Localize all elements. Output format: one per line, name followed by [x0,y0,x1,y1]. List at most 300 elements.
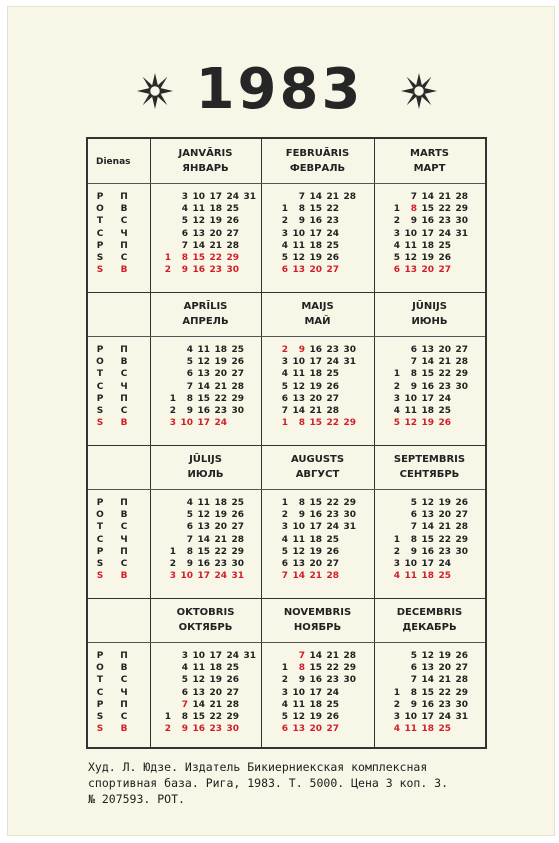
day-cell: 14 [292,571,305,582]
weekday-label-lv: P [96,498,104,508]
day-cell: 7 [186,534,193,545]
day-cell: 25 [326,240,339,251]
day-cell: 14 [197,534,210,545]
day-cell: 5 [281,546,288,557]
month-name-ru: АВГУСТ [295,469,340,480]
day-cell: 8 [298,498,305,508]
day-cell: 22 [438,204,451,215]
day-cell [383,521,400,533]
day-cell: 14 [421,357,434,368]
day-cell: 18 [209,663,222,674]
day-cell: 12 [421,651,434,661]
day-cell [451,264,468,276]
day-cell: 7 [298,651,305,661]
publisher-footer: Худ. Л. Юдзе. Издатель Бикиерниекская комплексная спортивная база. Рига, 1983. Т. 5000. Цена 3 коп. З. № 207593. РОТ. [88,760,449,806]
weekday-label-ru: В [120,357,128,368]
month-name-ru: ФЕВРАЛЬ [289,163,346,174]
day-cell [383,497,400,509]
month-name-lv: SEPTEMBRIS [393,454,466,465]
day-cell: 26 [455,651,468,661]
day-cell: 7 [410,522,417,533]
month-name-ru: АПРЕЛЬ [182,316,229,327]
weekday-label-ru: С [120,559,128,569]
day-cell [383,191,400,203]
day-cell [159,509,176,521]
day-cell: 13 [421,510,434,521]
month-name-ru: ОКТЯБРЬ [178,622,233,633]
day-cell: 23 [209,265,222,276]
day-cell: 9 [410,381,417,392]
day-cell: 31 [343,357,356,368]
day-cell: 13 [421,663,434,674]
day-cell [159,497,176,509]
day-cell: 25 [326,534,339,545]
month-header [261,146,374,176]
day-cell: 6 [186,369,193,380]
day-cell: 10 [404,228,417,239]
weekday-label-lv: P [96,546,104,557]
day-cell: 13 [197,522,210,533]
day-cell: 16 [421,699,434,710]
day-cell: 5 [393,253,400,264]
day-cell: 6 [410,663,417,674]
day-cell: 10 [192,651,205,661]
day-cell: 7 [410,675,417,686]
day-cell: 18 [309,534,322,545]
day-cell: 25 [438,240,451,251]
day-cell: 24 [226,192,239,202]
header-divider [88,489,485,490]
day-cell: 18 [214,345,227,355]
day-cell: 2 [281,510,288,521]
days-header-label: Dienas [96,157,131,167]
day-cell [159,368,176,380]
day-cell: 10 [292,357,305,368]
day-cell: 10 [180,418,193,429]
day-cell: 21 [309,406,322,417]
weekday-label-lv: O [96,357,104,368]
day-cell [154,662,171,674]
day-cell: 7 [186,381,193,392]
day-cell: 29 [455,534,468,545]
weekday-label-ru: В [120,204,128,215]
day-cell [154,203,171,215]
weekday-label-ru: П [120,345,128,355]
day-cell: 31 [455,228,468,239]
day-cell: 29 [343,498,356,508]
day-cell: 6 [393,265,400,276]
day-cell: 29 [343,663,356,674]
day-cell [339,405,356,417]
day-cell: 12 [421,498,434,508]
day-cell [227,417,244,429]
day-cell: 29 [231,546,244,557]
month-header [150,146,261,176]
weekday-label-lv: P [96,240,104,251]
month-name-ru: МАЙ [304,316,331,327]
day-cell: 3 [281,522,288,533]
day-cell: 23 [326,345,339,355]
day-cell: 26 [231,357,244,368]
day-cell [383,674,400,686]
day-cell: 5 [410,651,417,661]
day-cell: 7 [298,192,305,202]
weekday-label-ru: С [120,216,128,227]
day-cell: 22 [326,204,339,215]
day-cell: 7 [410,357,417,368]
day-cell: 3 [281,687,288,698]
header-divider [88,642,485,643]
day-cell: 15 [421,687,434,698]
day-cell: 17 [421,559,434,570]
day-cell [451,417,468,429]
day-cell: 27 [226,228,239,239]
day-cell: 26 [326,546,339,557]
day-cell: 6 [186,522,193,533]
day-cell: 10 [292,522,305,533]
year-header [0,58,559,122]
day-cell: 20 [209,687,222,698]
weekday-label-lv: T [96,369,104,380]
day-cell: 15 [421,204,434,215]
day-cell: 8 [181,712,188,723]
day-cell: 31 [343,522,356,533]
day-cell: 22 [438,534,451,545]
day-cell: 11 [197,345,210,355]
day-cell: 12 [197,510,210,521]
day-cell: 21 [209,699,222,710]
day-cell: 28 [455,192,468,202]
day-cell: 5 [181,675,188,686]
header-divider [88,336,485,337]
month-header [374,605,485,635]
day-cell: 28 [343,651,356,661]
month-name-lv: NOVEMBRIS [283,607,352,618]
day-cell: 12 [292,546,305,557]
day-cell: 29 [231,393,244,404]
day-cell: 17 [421,712,434,723]
day-cell: 25 [326,699,339,710]
day-cell [239,252,256,264]
column-divider [374,139,375,747]
day-cell: 17 [209,192,222,202]
day-cell: 21 [438,675,451,686]
day-cell: 27 [455,345,468,355]
day-cell [383,509,400,521]
day-cell: 17 [209,651,222,661]
column-divider [150,139,151,747]
day-cell: 25 [438,406,451,417]
day-cell: 7 [181,699,188,710]
day-cell: 24 [438,712,451,723]
weekday-label-lv: T [96,216,104,227]
day-cell: 2 [393,699,400,710]
day-cell: 2 [164,265,171,276]
day-cell: 18 [309,369,322,380]
weekday-label-ru: П [120,498,128,508]
day-cell: 12 [292,253,305,264]
day-cell: 6 [281,265,288,276]
day-cell: 24 [326,687,339,698]
weekday-label-lv: S [96,724,104,735]
day-cell: 17 [421,228,434,239]
day-cell: 22 [326,663,339,674]
day-cell: 7 [281,571,288,582]
month-header [150,299,261,329]
day-cell: 9 [181,265,188,276]
day-cell: 26 [438,418,451,429]
day-cell [339,228,356,240]
day-cell: 6 [181,228,188,239]
day-cell: 21 [326,192,339,202]
day-cell: 24 [326,522,339,533]
day-cell: 9 [410,699,417,710]
day-cell: 28 [455,522,468,533]
day-cell: 30 [343,345,356,355]
weekday-label-ru: Ч [120,687,128,698]
day-cell [339,711,356,723]
day-cell [339,570,356,582]
day-cell: 17 [309,522,322,533]
day-cell: 14 [421,522,434,533]
month-name-lv: OKTOBRIS [176,607,235,618]
day-cell: 15 [309,418,322,429]
day-cell: 14 [197,381,210,392]
day-cell: 19 [209,675,222,686]
day-cell [339,381,356,393]
day-cell: 4 [181,663,188,674]
day-cell: 15 [421,369,434,380]
day-cell: 21 [438,192,451,202]
day-cell: 7 [181,240,188,251]
day-cell: 5 [281,712,288,723]
month-name-lv: AUGUSTS [290,454,345,465]
day-cell: 20 [309,265,322,276]
day-cell: 4 [393,724,400,735]
day-cell: 19 [438,651,451,661]
year-title: 1983 [195,57,364,122]
day-cell: 30 [343,675,356,686]
day-cell: 5 [410,498,417,508]
day-cell: 16 [309,675,322,686]
day-cell: 10 [292,687,305,698]
weekday-label-lv: O [96,663,104,674]
weekday-label-ru: П [120,240,128,251]
day-cell [339,393,356,405]
day-cell: 15 [421,534,434,545]
day-cell: 11 [292,369,305,380]
weekday-label-lv: P [96,699,104,710]
day-cell: 23 [209,724,222,735]
day-cell: 2 [393,546,400,557]
day-cell: 16 [421,216,434,227]
day-cell [451,240,468,252]
day-cell: 2 [281,675,288,686]
day-cell: 19 [421,418,434,429]
day-cell: 22 [326,498,339,508]
day-cell: 22 [326,418,339,429]
day-cell: 17 [309,687,322,698]
day-cell: 27 [326,559,339,570]
month-name-ru: ИЮНЬ [411,316,448,327]
day-cell [451,558,468,570]
day-cell: 6 [281,559,288,570]
weekday-label-ru: В [120,510,128,521]
day-cell: 30 [226,265,239,276]
weekday-label-lv: S [96,418,104,429]
day-cell [154,191,171,203]
day-cell: 31 [231,571,244,582]
quarter-divider [88,445,485,446]
day-cell: 20 [214,522,227,533]
day-cell: 20 [421,265,434,276]
day-cell: 30 [226,724,239,735]
calendar-grid [86,137,487,749]
day-cell [154,674,171,686]
day-cell: 29 [455,204,468,215]
day-cell: 15 [192,712,205,723]
day-cell: 8 [410,369,417,380]
day-cell: 28 [231,534,244,545]
day-cell: 19 [309,253,322,264]
day-cell: 25 [438,571,451,582]
day-cell [159,381,176,393]
day-cell: 14 [309,192,322,202]
day-cell: 19 [309,546,322,557]
weekday-label-ru: В [120,418,128,429]
day-cell: 3 [393,228,400,239]
weekday-label-ru: В [120,265,128,276]
day-cell: 11 [404,240,417,251]
day-cell [383,356,400,368]
day-cell: 10 [180,571,193,582]
day-cell: 18 [421,240,434,251]
month-days-table [154,191,256,276]
day-cell: 2 [281,216,288,227]
day-cell: 3 [169,571,176,582]
day-cell: 27 [326,265,339,276]
day-cell: 18 [421,406,434,417]
day-cell: 10 [292,228,305,239]
day-cell: 3 [393,393,400,404]
day-cell: 5 [181,216,188,227]
weekday-label-lv: C [96,228,104,239]
day-cell: 23 [326,216,339,227]
day-cell: 6 [181,687,188,698]
day-cell: 18 [421,571,434,582]
month-header [374,299,485,329]
day-cell: 11 [292,699,305,710]
day-cell: 16 [421,546,434,557]
month-name-ru: ДЕКАБРЬ [402,622,457,633]
weekday-label-lv: P [96,651,104,661]
day-cell: 1 [281,204,288,215]
day-cell: 8 [298,418,305,429]
month-header [374,452,485,482]
weekday-label-lv: P [96,393,104,404]
day-cell: 21 [214,534,227,545]
day-cell: 16 [192,265,205,276]
day-cell: 8 [186,393,193,404]
day-cell: 18 [209,204,222,215]
day-cell: 25 [231,498,244,508]
day-cell: 16 [421,381,434,392]
day-cell: 21 [438,522,451,533]
day-cell: 25 [226,663,239,674]
day-cell: 27 [455,510,468,521]
month-name-ru: НОЯБРЬ [293,622,342,633]
day-cell: 14 [192,699,205,710]
day-cell [154,699,171,711]
day-cell: 28 [231,381,244,392]
day-cell: 31 [243,192,256,202]
day-cell: 5 [186,357,193,368]
day-cell [339,368,356,380]
day-cell: 28 [326,406,339,417]
header-divider [88,183,485,184]
weekday-label-ru: Ч [120,228,128,239]
day-cell: 11 [192,663,205,674]
day-cell: 21 [214,381,227,392]
day-cell: 19 [309,712,322,723]
weekday-label-lv: T [96,522,104,533]
weekday-label-lv: S [96,265,104,276]
day-cell: 14 [292,406,305,417]
day-cell: 11 [192,204,205,215]
day-cell: 3 [281,228,288,239]
day-cell: 16 [197,559,210,570]
day-cell: 30 [231,559,244,570]
day-cell: 19 [438,498,451,508]
month-name-lv: JŪNIJS [412,301,447,312]
month-name-lv: DECEMBRIS [396,607,463,618]
month-header [150,605,261,635]
day-cell: 30 [455,699,468,710]
day-cell [339,723,356,735]
day-cell [239,699,256,711]
day-cell: 24 [214,418,227,429]
day-cell: 2 [281,345,288,355]
day-cell: 28 [343,192,356,202]
day-cell: 18 [421,724,434,735]
day-cell: 17 [309,228,322,239]
day-cell: 12 [404,253,417,264]
month-days-table [271,497,356,582]
day-cell: 15 [192,253,205,264]
month-days-table [383,650,468,735]
day-cell: 27 [326,393,339,404]
day-cell: 19 [214,357,227,368]
day-cell: 19 [209,216,222,227]
month-days-table [383,344,468,429]
day-cell: 3 [393,559,400,570]
day-cell: 7 [281,406,288,417]
day-cell: 6 [410,345,417,355]
day-cell [339,215,356,227]
day-cell: 5 [186,510,193,521]
quarter-divider [88,598,485,599]
day-cell [154,687,171,699]
day-cell: 1 [393,369,400,380]
day-cell: 13 [292,265,305,276]
weekday-label-lv: C [96,687,104,698]
day-cell: 22 [214,546,227,557]
day-cell [239,723,256,735]
day-cell: 1 [281,663,288,674]
day-cell: 23 [326,675,339,686]
day-cell: 3 [281,357,288,368]
month-header [150,452,261,482]
